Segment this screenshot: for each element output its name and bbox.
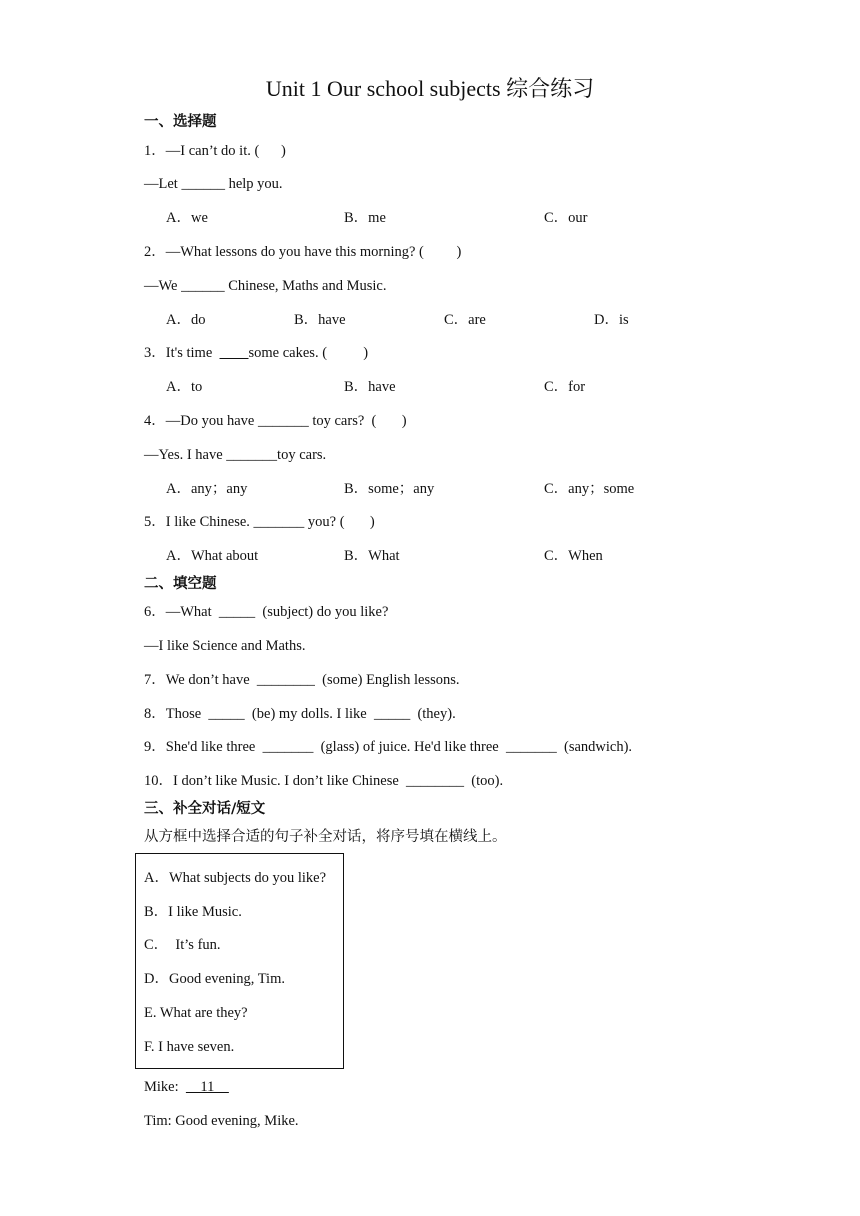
box-option-a: A．What subjects do you like? bbox=[144, 870, 327, 886]
section-heading-fill-in: 二、填空题 bbox=[144, 576, 217, 592]
question-4-response: —Yes. I have _______toy cars. bbox=[144, 447, 327, 463]
question-1-stem: 1．—I can’t do it. ( ) bbox=[144, 143, 286, 159]
box-option-c: C． It’s fun. bbox=[144, 937, 221, 953]
question-10: 10．I don’t like Music. I don’t like Chinese ________ (too). bbox=[144, 773, 504, 789]
question-8: 8．Those _____ (be) my dolls. I like _____ (they). bbox=[144, 706, 456, 722]
question-4-option-a: A．any；any bbox=[166, 481, 248, 497]
question-4-option-b: B．some；any bbox=[344, 481, 435, 497]
question-6-response: —I like Science and Maths. bbox=[144, 638, 306, 654]
question-2-option-d: D．is bbox=[594, 312, 629, 328]
question-3-option-b: B．have bbox=[344, 379, 396, 395]
section-heading-dialogue: 三、补全对话/短文 bbox=[144, 801, 266, 817]
dialog-line-mike bbox=[144, 1077, 229, 1097]
question-1-response: —Let ______ help you. bbox=[144, 176, 283, 192]
dialog-line-tim: Tim: Good evening, Mike. bbox=[144, 1113, 299, 1129]
box-option-d: D．Good evening, Tim. bbox=[144, 971, 285, 987]
box-option-f: F. I have seven. bbox=[144, 1039, 235, 1055]
section-heading-choice: 一、选择题 bbox=[144, 114, 217, 130]
box-option-e: E. What are they? bbox=[144, 1005, 248, 1021]
instruction-text: 从方框中选择合适的句子补全对话，将序号填在横线上。 bbox=[144, 829, 507, 845]
question-6-stem: 6．—What _____ (subject) do you like? bbox=[144, 604, 389, 620]
question-1-option-a: A．we bbox=[166, 210, 208, 226]
question-5-option-c: C．When bbox=[544, 548, 603, 564]
question-2-response: —We ______ Chinese, Maths and Music. bbox=[144, 278, 387, 294]
question-1-option-b: B．me bbox=[344, 210, 386, 226]
question-3-stem-start: 3．It's time bbox=[144, 345, 220, 361]
question-7: 7．We don’t have ________ (some) English lessons. bbox=[144, 672, 460, 688]
question-3-stem bbox=[144, 343, 368, 363]
question-3-stem-end: some cakes. ( ) bbox=[248, 345, 369, 361]
question-5-option-a: A．What about bbox=[166, 548, 259, 564]
question-2-option-b: B．have bbox=[294, 312, 346, 328]
page-title: Unit 1 Our school subjects 综合练习 bbox=[265, 76, 595, 101]
question-4-stem: 4．—Do you have _______ toy cars? ( ) bbox=[144, 413, 407, 429]
question-3-blank bbox=[220, 345, 249, 361]
question-1-option-c: C．our bbox=[544, 210, 588, 226]
question-2-option-c: C．are bbox=[444, 312, 486, 328]
speaker-mike: Mike: bbox=[144, 1079, 186, 1095]
question-3-option-a: A．to bbox=[166, 379, 203, 395]
question-2-stem: 2．—What lessons do you have this morning? ( ) bbox=[144, 244, 462, 260]
box-option-b: B．I like Music. bbox=[144, 904, 242, 920]
question-5-option-b: B．What bbox=[344, 548, 400, 564]
question-3-option-c: C．for bbox=[544, 379, 586, 395]
question-2-option-a: A．do bbox=[166, 312, 206, 328]
question-5-stem: 5．I like Chinese. _______ you? ( ) bbox=[144, 514, 375, 530]
answer-blank-11: 11 bbox=[185, 1079, 229, 1095]
question-4-option-c: C．any；some bbox=[544, 481, 635, 497]
question-9: 9．She'd like three _______ (glass) of juice. He'd like three _______ (sandwich). bbox=[144, 739, 633, 755]
